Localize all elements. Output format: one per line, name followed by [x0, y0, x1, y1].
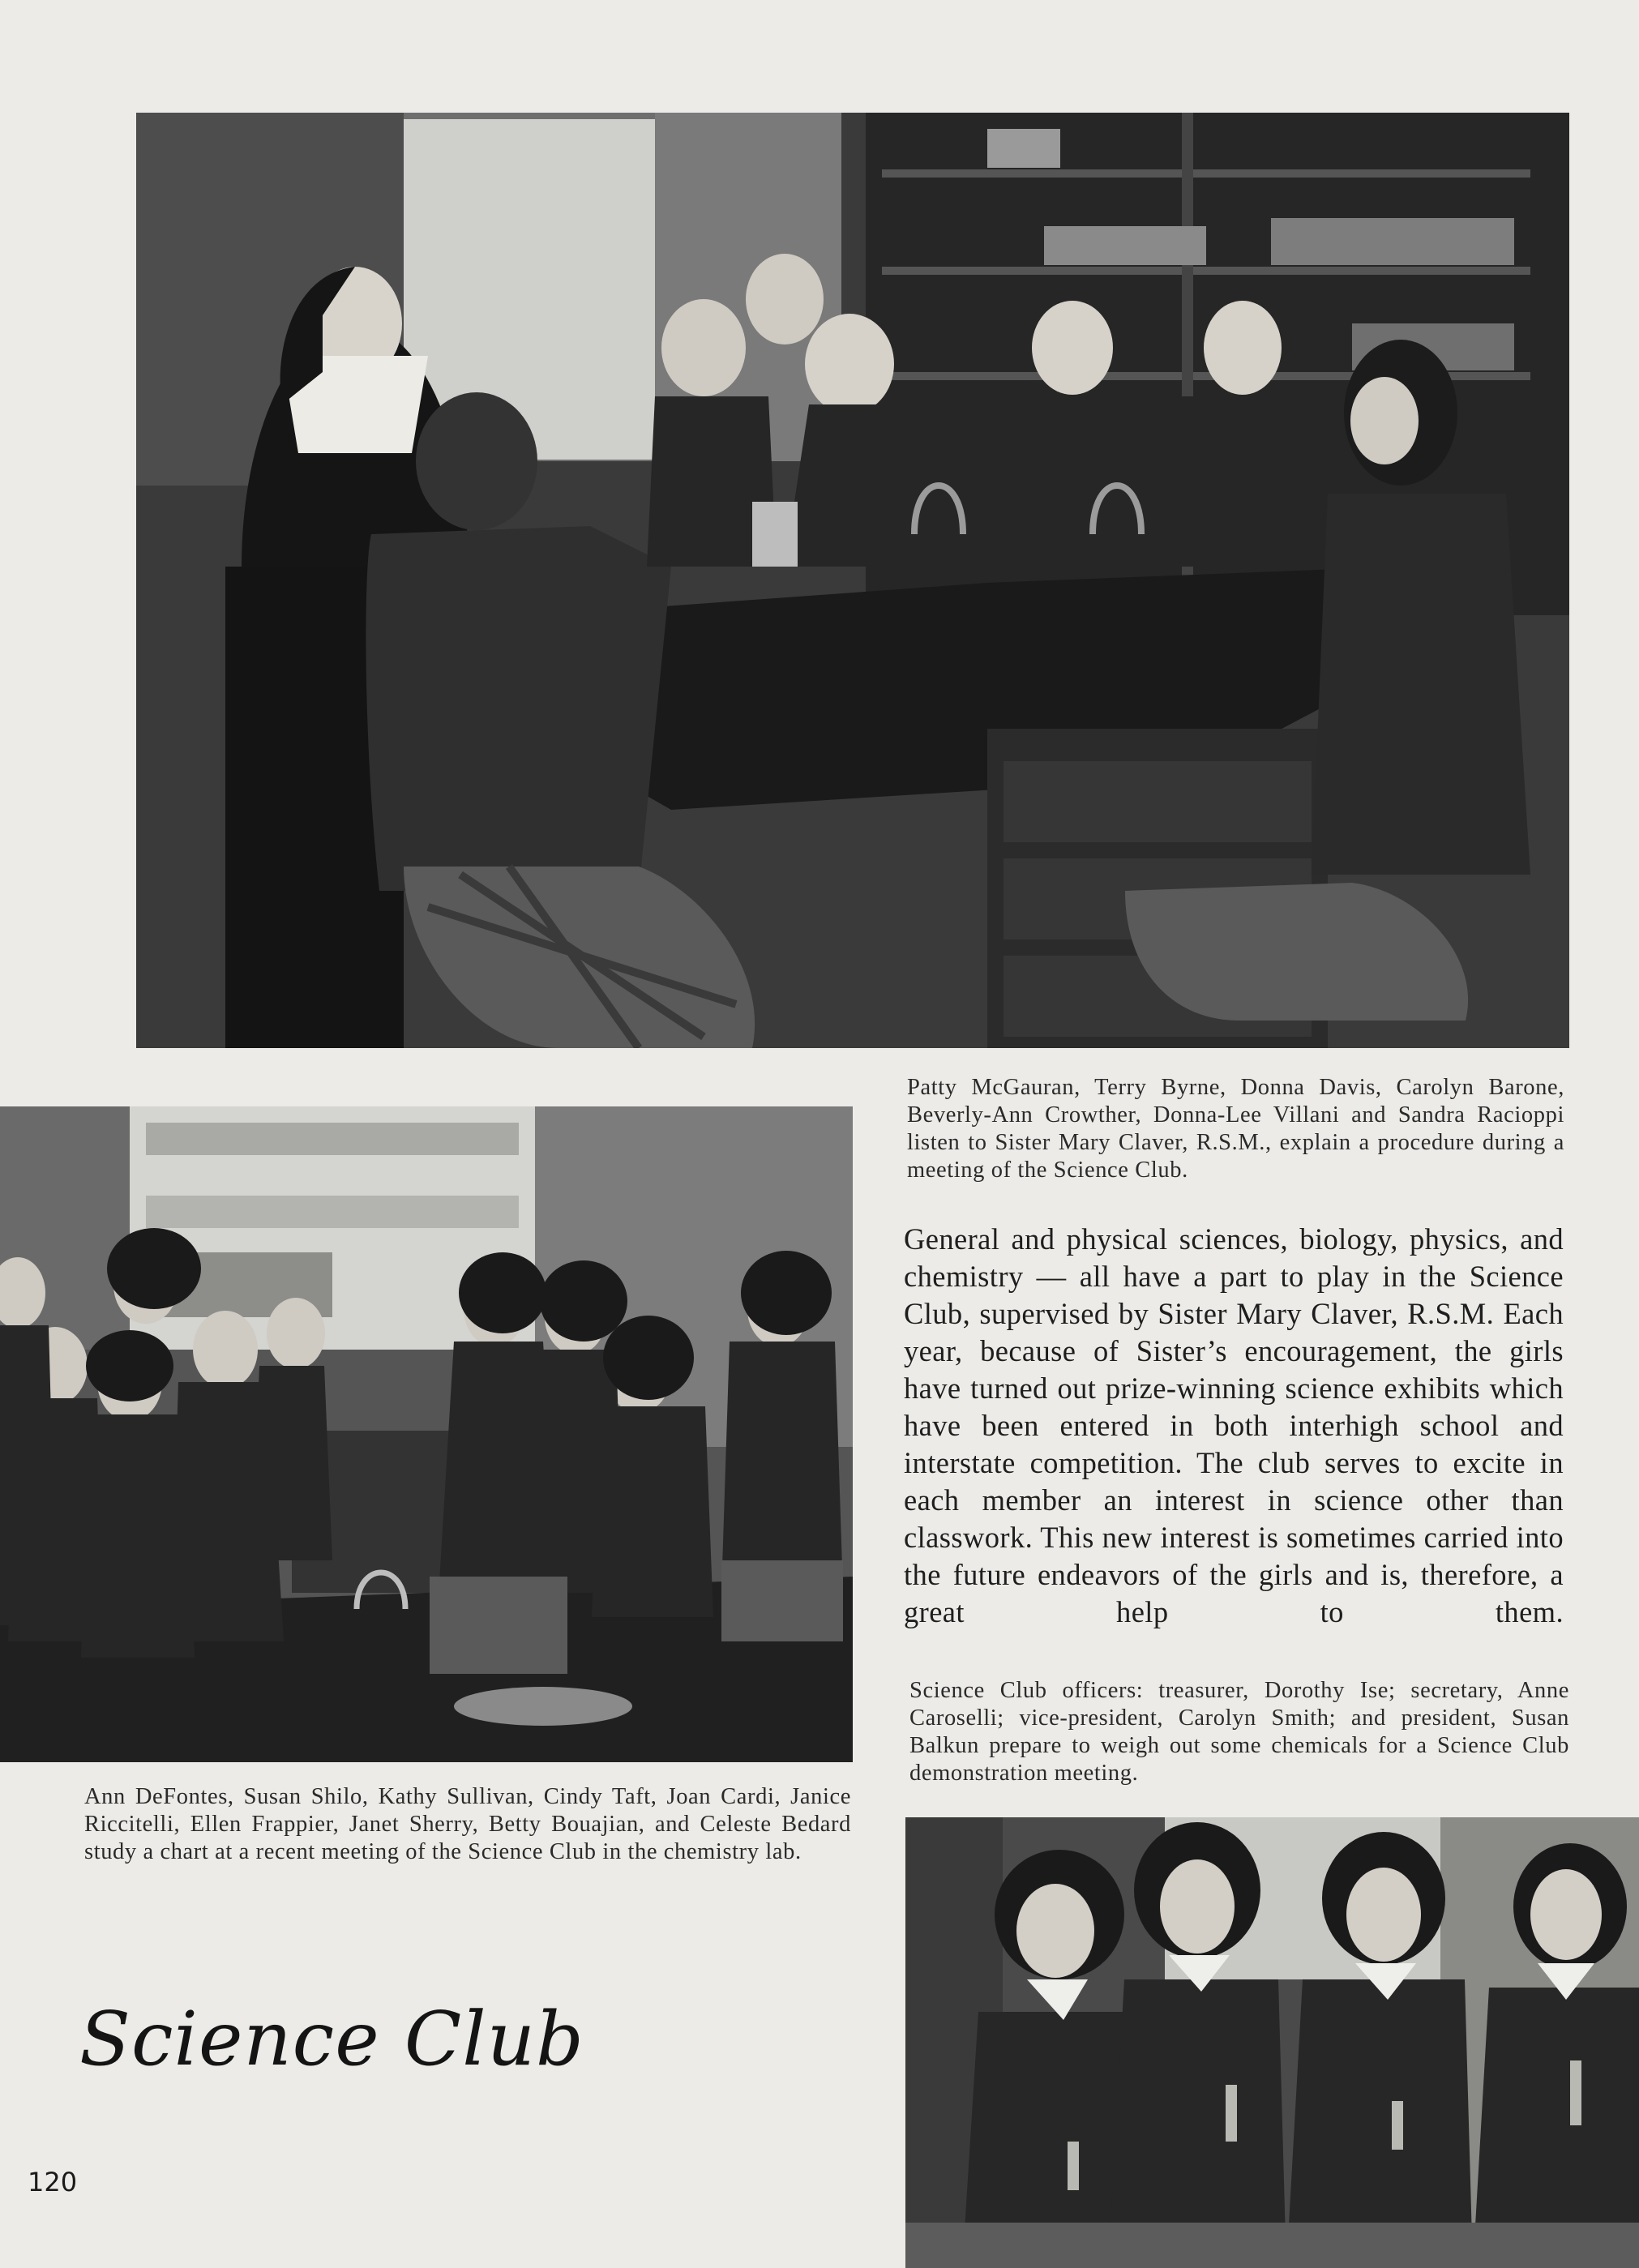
page-number: 120	[28, 2167, 78, 2197]
section-title: Science Club	[79, 1996, 584, 2082]
officers-caption: Science Club officers: treasurer, Dorothy Ise; secretary, Anne Caroselli; vice-president, Carolyn Smith; and president, Susan Balkun prepare to weigh out some chemicals for a Science Club demonstration meeting.	[909, 1678, 1569, 1786]
chart-group-photo	[0, 1106, 853, 1762]
officers-photo	[905, 1817, 1639, 2268]
chart-group-photo-image	[0, 1106, 853, 1762]
lab-bench-caption: Patty McGauran, Terry Byrne, Donna Davis, Carolyn Barone, Beverly-Ann Crowther, Donna-Lee Villani and Sandra Racioppi listen to Sister Mary Claver, R.S.M., explain a procedure during a meeting of the Science Club.	[907, 1075, 1564, 1183]
lab-bench-photo	[136, 113, 1569, 1048]
article-body: General and physical sciences, biology, physics, and chemistry — all have a part to play in the Science Club, supervised by Sister Mary Claver, R.S.M. Each year, because of Sister’s encouragement, the girls have turned out prize-winning science exhibits which have been entered in both interhigh school and interstate competition. The club serves to excite in each member an interest in science other than classwork. This new interest is sometimes carried into the future endeavors of the girls and is, therefore, a great help to them.	[904, 1222, 1564, 1628]
officers-photo-image	[905, 1817, 1639, 2268]
chart-group-caption: Ann DeFontes, Susan Shilo, Kathy Sullivan, Cindy Taft, Joan Cardi, Janice Riccitelli, Ellen Frappier, Janet Sherry, Betty Bouajian, and Celeste Bedard study a chart at a recent meeting of the Science Club in the chemistry lab.	[84, 1784, 851, 1864]
lab-bench-photo-image	[136, 113, 1569, 1048]
